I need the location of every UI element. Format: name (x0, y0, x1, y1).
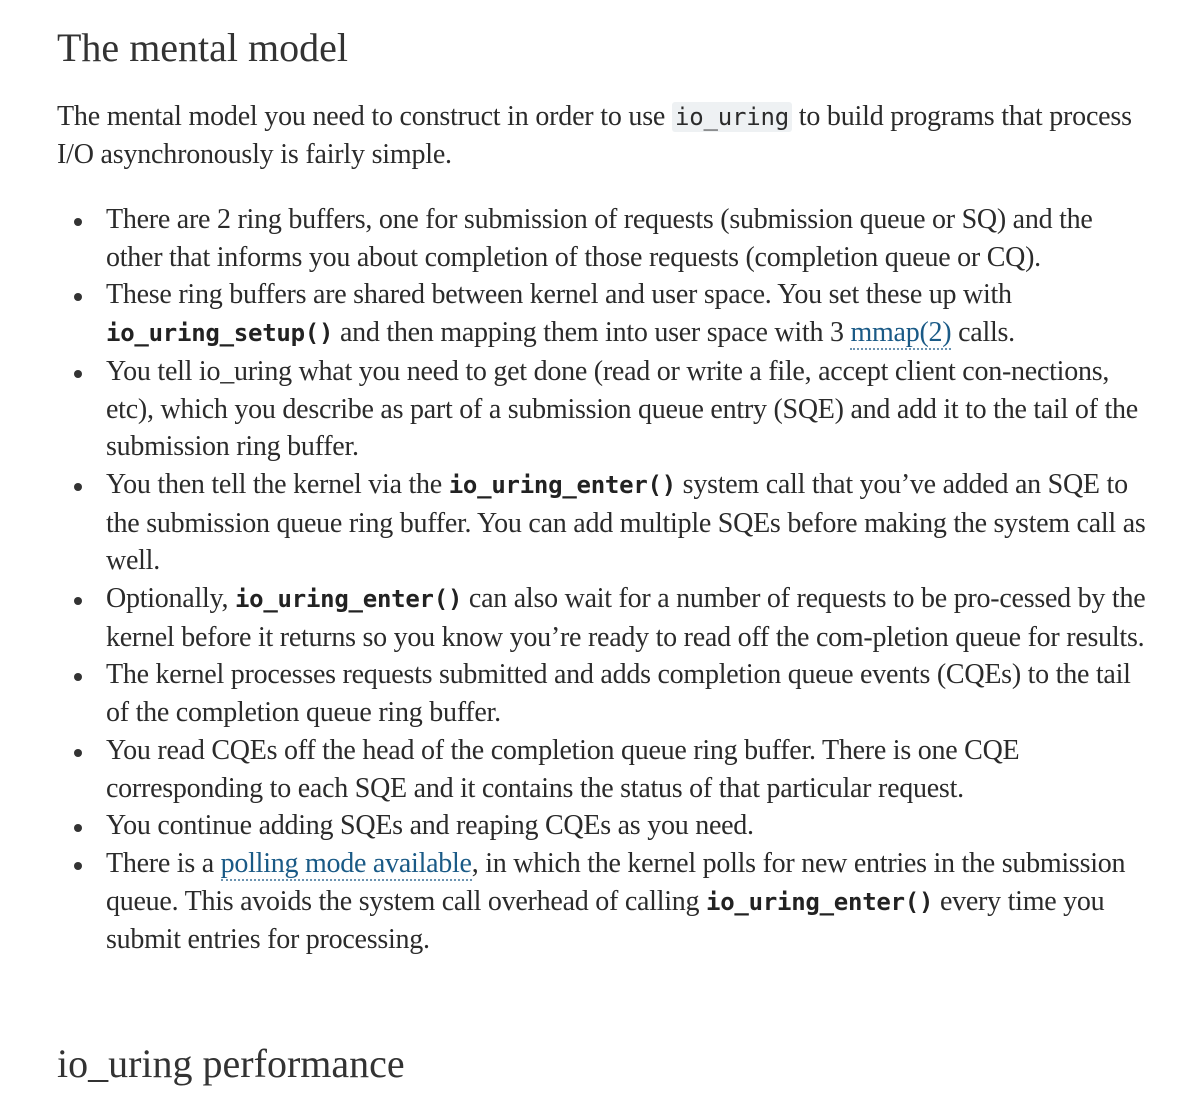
list-item (57, 201, 1147, 276)
list-item-text: system call that you’ve added an SQE to the submission queue ring buffer. You can add multiple SQEs before making the system call as well. (106, 468, 1146, 577)
io-uring-enter-code: io_uring_enter() (706, 887, 934, 916)
bullet-icon (74, 597, 82, 605)
list-item-text: Optionally, (106, 583, 235, 615)
list-item-text: , in which the kernel polls for new entries in the submission queue. This avoids the system call overhead of calling (106, 847, 1126, 917)
bullet-icon (74, 483, 82, 491)
polling-mode-link[interactable]: polling mode available (220, 847, 472, 879)
list-item-text: These ring buffers are shared between kernel and user space. You set these up with (106, 279, 1012, 311)
list-item-text: You continue adding SQEs and reaping CQEs as you need. (106, 810, 754, 842)
bullet-icon (74, 370, 82, 378)
io-uring-enter-code: io_uring_enter() (448, 470, 676, 499)
intro-paragraph (57, 98, 1137, 174)
list-item-text: calls. (951, 317, 1015, 349)
list-item (57, 732, 1147, 807)
list-item-text: and then mapping them into user space with 3 (333, 317, 851, 349)
list-item-text: You then tell the kernel via the (106, 468, 449, 500)
list-item (57, 845, 1147, 959)
list-item-text: every time you submit entries for processing. (106, 885, 1105, 956)
bullet-icon (74, 824, 82, 832)
next-section-heading-partial (57, 1041, 405, 1086)
bullet-icon (74, 673, 82, 681)
list-item (57, 807, 1147, 845)
list-item-text: can also wait for a number of requests to be pro-cessed by the kernel before it returns so you know you’re ready to read off the com-pletion queue for results. (106, 583, 1146, 653)
intro-text-before: The mental model you need to construct in order to use (57, 101, 672, 132)
io-uring-setup-code: io_uring_setup() (106, 319, 334, 348)
list-item (57, 466, 1147, 580)
mmap-link[interactable]: mmap(2) (850, 317, 952, 349)
list-item (57, 353, 1147, 466)
bullet-icon (74, 293, 82, 301)
bullet-icon (74, 862, 82, 870)
list-item-text: There are 2 ring buffers, one for submission of requests (submission queue or SQ) and the other that informs you about completion of those requests (completion queue or CQ). (106, 204, 1093, 273)
io-uring-code: io_uring (672, 102, 792, 132)
list-item-text: You tell io_uring what you need to get done (read or write a file, accept client con-nections, etc), which you describe as part of a submission queue entry (SQE) and add it to the tail of the submission ring buffer. (106, 355, 1138, 463)
section-heading: The mental model (57, 25, 349, 70)
list-item (57, 580, 1147, 656)
io-uring-enter-code: io_uring_enter() (234, 585, 463, 614)
bullet-icon (74, 218, 82, 226)
list-item (57, 276, 1147, 352)
mental-model-list (57, 201, 1147, 959)
bullet-icon (74, 749, 82, 757)
next-heading-text: io_uring performance (57, 1041, 405, 1086)
intro-text-after: to build programs that process I/O asynchronously is fairly simple. (57, 101, 1132, 170)
list-item (57, 656, 1147, 731)
list-item-text: There is a (106, 847, 221, 879)
list-item-text: You read CQEs off the head of the completion queue ring buffer. There is one CQE corresponding to each SQE and it contains the status of that particular request. (106, 734, 1020, 804)
list-item-text: The kernel processes requests submitted and adds completion queue events (CQEs) to the tail of the completion queue ring buffer. (106, 659, 1131, 729)
